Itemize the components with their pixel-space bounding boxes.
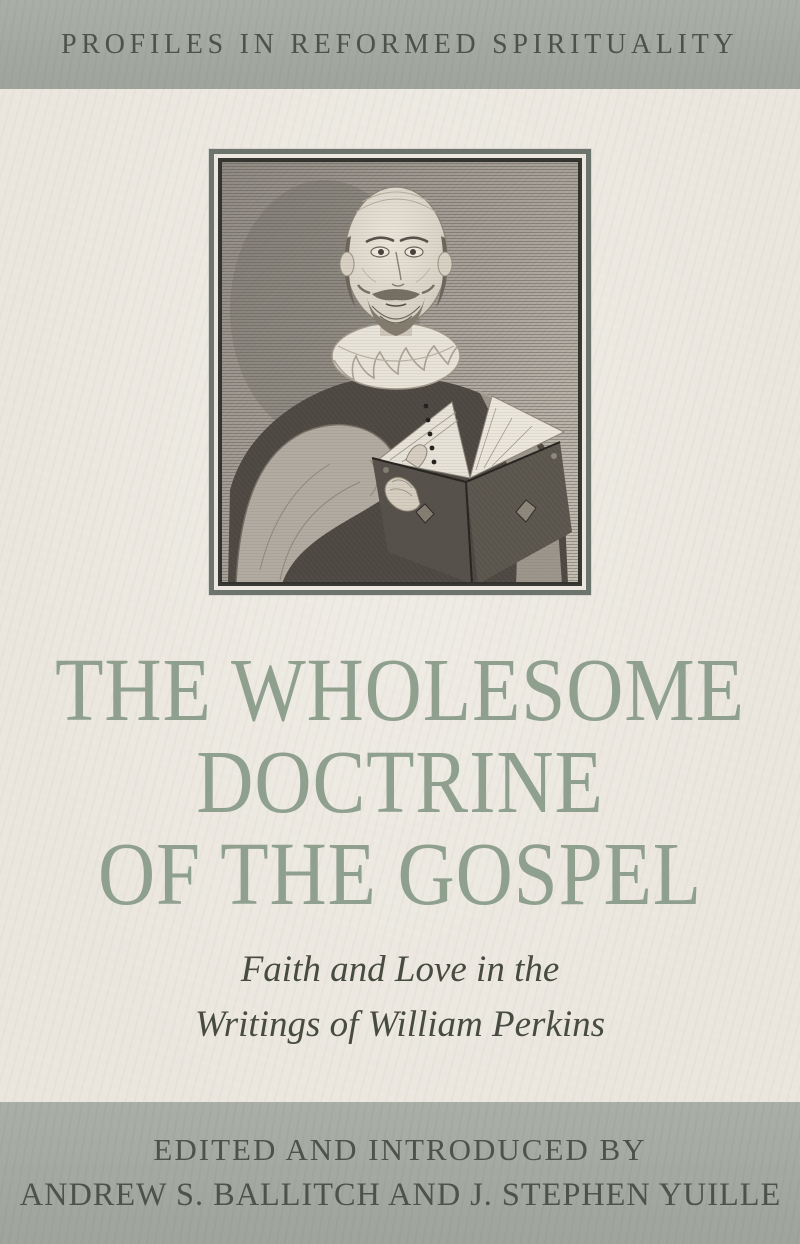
portrait-frame: [209, 149, 591, 595]
book-title: [48, 641, 752, 924]
editor-names: ANDREW S. BALLITCH AND J. STEPHEN YUILLE: [19, 1177, 781, 1213]
book-title-line-1: THE WHOLESOME: [55, 641, 745, 740]
series-title: PROFILES IN REFORMED SPIRITUALITY: [61, 28, 739, 60]
portrait-engraving-box: [218, 158, 582, 586]
book-subtitle-line-1: Faith and Love in the: [240, 949, 560, 990]
editors-banner: [0, 1102, 800, 1244]
editor-credit-intro: EDITED AND INTRODUCED BY: [153, 1132, 647, 1167]
book-subtitle: [0, 942, 800, 1052]
book-subtitle-line-2: Writings of William Perkins: [194, 1004, 606, 1045]
william-perkins-engraving-icon: [220, 160, 580, 584]
book-title-line-2: DOCTRINE: [196, 733, 604, 832]
book-title-line-3: OF THE GOSPEL: [97, 825, 703, 924]
series-banner: [0, 0, 800, 89]
